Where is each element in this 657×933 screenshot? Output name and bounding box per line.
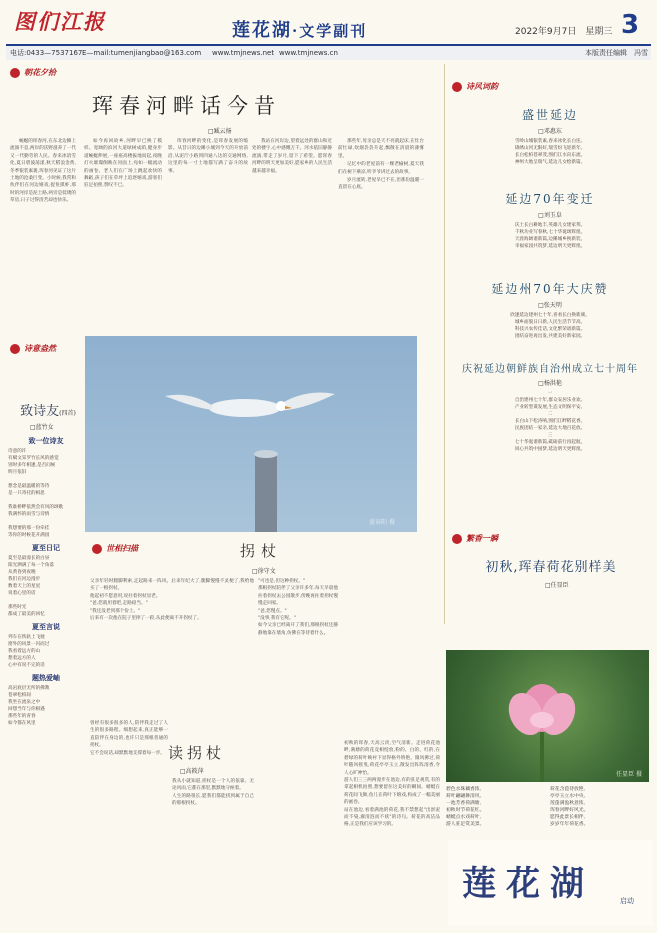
brand-name: 莲花湖 bbox=[462, 864, 594, 904]
poem-4 bbox=[450, 360, 650, 453]
crutch-story-col2: "可也是,但这种拐杖。" 那根拐杖陪伴了父亲许多年,每天早晨他拄着拐杖去公园散步,傍晚再拄着拐杖慢慢走回家。 "爸,您慢点。" "没事,我有它呢。" 如今父亲已经离开了我们,那根拐杖还静静地靠在墙角,仿佛在等待着什么。 bbox=[258, 579, 338, 636]
contact-phone: 电话:0433—7537167 bbox=[10, 49, 83, 57]
friend-poem-text1: 诗意的许 有赋文采罗竹长风的感觉 别时多年相逢,是否问候 明月依旧 想念是最温暖的等待 是一只寄托的相思 我谁桥畔依然会有风的颂歌 我满怀的雨雪与诗情 我想要的那一份牵挂 等你的时候花开满园 bbox=[8, 449, 64, 538]
bottom-poem-left: 碧色水珠藕香浓, 荷叶翩翩舞清风, 一池芳香荷满塘, 初秋时节荷花红。 蜻蜓点水戏荷叶, 游人驻足赏美景。 bbox=[446, 787, 485, 827]
main-article-col-1: 蜿蜒的珲春河,在东北边陲上流淌不息,两岸的沃野滋养了一代又一代勤劳的人民。春来冰消雪化,夏日碧波荡漾,秋天稻浪金黄,冬季银装素裹,珲春河见证了这片土地的沧桑巨变。小时候,我常和伙伴们在河边嬉戏,捉鱼摸虾,那时的河岸是泥土路,两旁是低矮的草房,日子过得清苦却也快乐。 bbox=[10, 139, 76, 204]
brand-footer bbox=[448, 840, 653, 926]
lotus-article-author: □任显臣 bbox=[545, 582, 569, 589]
bottom-poem-right: 荷花含苞待放艳, 亭亭玉立水中央, 莲蓬满盈秋意浓, 珲春河畔好风光。 愿得此景长相伴, 岁岁年年荷花香。 bbox=[550, 787, 589, 827]
newspaper-logo: 图们江报 bbox=[14, 9, 106, 34]
friend-poem-sub4: 题热爱岫 bbox=[32, 673, 60, 682]
poem-1 bbox=[450, 106, 650, 166]
friend-poem-author: □蓝竹女 bbox=[30, 424, 54, 431]
editor-credit: 本版责任编辑 冯雪 bbox=[585, 49, 648, 57]
tag-badge-icon bbox=[452, 82, 462, 92]
tag-badge-icon bbox=[452, 534, 462, 544]
friend-poem-text3: 列车在铁轨上飞驰 窗外的风景一闪而过 我看着远方的山 想着远方的人 心中有说不完的话 bbox=[8, 635, 50, 668]
seagull-illustration bbox=[85, 336, 417, 532]
section-tag-fanxiang bbox=[452, 532, 532, 546]
page-number: 3 bbox=[621, 10, 640, 40]
page-name: 莲花湖 bbox=[232, 20, 292, 41]
seagull-photo bbox=[85, 336, 417, 532]
friend-poem-heading bbox=[14, 400, 82, 419]
poem-1-author: □邓惠东 bbox=[538, 128, 562, 135]
friend-poem-title: 致诗友 bbox=[20, 404, 60, 419]
section-tag-label: 世相扫描 bbox=[106, 543, 138, 553]
friend-poem-suffix: (四首) bbox=[59, 410, 76, 417]
poem-3-body: 欣逢延边建州七十年,喜看长白换新颜。 城乡面貌日日新,人民生活节节高。 科技兴农传佳话,文化繁荣谱新篇。 团结奋进再出发,共建美好新家园。 bbox=[510, 313, 590, 339]
section-tag-label: 朝花夕拾 bbox=[24, 67, 56, 77]
poem-2-body: 沃土长白耕地丰,英雄儿女建家邦。 千秋功业写春秋,七十华诞颂辉煌。 天涯海阔谱新篇,边陲城乡换新装。 幸福家园共筑梦,延边明天更辉煌。 bbox=[514, 223, 586, 249]
poem-3-title: 延边州70年大庆赞 bbox=[491, 282, 609, 296]
photo-credit: 翟春阳 摄 bbox=[369, 519, 395, 526]
section-tag-label: 诗风词韵 bbox=[466, 81, 498, 91]
lotus-article-title: 初秋,珲春荷花别样美 bbox=[485, 560, 617, 575]
page-sub: ·文学副刊 bbox=[292, 22, 368, 40]
tag-badge-icon bbox=[10, 344, 20, 354]
poem-4-title: 庆祝延边朝鲜族自治州成立七十周年 bbox=[462, 364, 638, 375]
publication-date: 2022年9月7日 星期三 bbox=[515, 27, 613, 37]
reading-story-col1: 曾经有很多很多的人,陪伴我走过了人生的很多路程。细想起来,真正能够一直陪伴在身边的,也许只是那根普通的拐杖。 它不会说话,却默默地支撑着每一步。 bbox=[90, 721, 168, 756]
section-tag-zhaohua bbox=[10, 66, 85, 80]
crutch-story-author: □徐守文 bbox=[252, 568, 276, 575]
main-article-title: 珲春河畔话今昔 bbox=[92, 94, 281, 118]
poem-1-body: 雪岭山城银装素,春来冰化长白连。 锦绣山河无限好,瑞雪纷飞迎新年。 长白松柏苍翠茂,图们江水向东流。 神州大地呈瑞气,延边儿女绘新篇。 bbox=[514, 139, 586, 165]
friend-poem-body bbox=[8, 432, 84, 727]
lotus-article-col1: 初秋的珲春,天高云淡,空气清新。走进荷花池畔,满塘的荷花竞相绽放,粉的、白的、红的,在碧绿的荷叶映衬下显得格外娇艳。微风拂过,荷叶随风摇曳,荷花亭亭玉立,散发出阵阵清香,令人心旷神怡。 游人们三三两两漫步在池边,有的驻足观赏,有的拿起相机拍照,想要留住这美好的瞬间。蜻蜓在荷花间飞舞,鱼儿在荷叶下嬉戏,构成了一幅美丽的画卷。 站在池边,看着满池的荷花,我不禁想起"出淤泥而不染,濯清涟而不妖"的诗句。荷花的高洁品格,正是我们应该学习的。 bbox=[344, 741, 440, 828]
friend-poem-sub3: 夏至言说 bbox=[32, 622, 60, 631]
section-tag-shiyi bbox=[10, 342, 85, 356]
brand-suffix: 启动 bbox=[620, 897, 634, 905]
section-tag-shixiang bbox=[92, 542, 172, 556]
section-tag-shifeng bbox=[452, 80, 532, 94]
main-article-col-5: 那些年,母亲总是天不亮就起床,在灶台前忙碌,炊烟袅袅升起,飘散在清晨的薄雾里。 记忆中的老屋前有一棵老榆树,夏天我们在树下乘凉,听爷爷讲过去的故事。 岁月流转,老屋早已不在,但那份温暖一直留在心底。 bbox=[338, 139, 424, 191]
main-article-author: □臧云扬 bbox=[208, 128, 232, 135]
lotus-illustration bbox=[446, 650, 649, 782]
friend-poem-text2: 夏至是最漫长的白昼 阳光洒满了每一个角落 从黄昏到夜晚 我们在河边漫步 数着天上的星星 说着心里的话 那些时光 都成了最美的回忆 bbox=[8, 556, 54, 617]
lotus-photo-credit: 任显臣 摄 bbox=[616, 771, 642, 778]
poem-4-author: □杨洪艳 bbox=[538, 380, 562, 387]
poem-2-title: 延边70年变迁 bbox=[505, 192, 595, 206]
friend-poem-text4: 高岩底层无所的佛教 苍翠松柏间 我坐在流泉之中 回想当年与你相遇 那些年的青春 如今都在风里 bbox=[8, 686, 50, 726]
lotus-photo bbox=[446, 650, 649, 782]
tag-badge-icon bbox=[92, 544, 102, 554]
poem-4-body: 一 自治建州七十年,群众安居乐业欢。 产业转型谋发展,生态文明保平安。 二 长白山下松涛响,图们江畔稻花香。 民族团结一家亲,延边大地百花放。 三 七十华诞谱新篇,砥砺前行再起航。 同心共筑中国梦,延边明天更辉煌。 bbox=[514, 391, 586, 452]
crutch-story-title: 拐杖 bbox=[240, 542, 283, 560]
contact-bar bbox=[6, 44, 651, 60]
friend-poem-sub2: 夏至日记 bbox=[32, 543, 60, 552]
friend-poem-sub1: 致一位诗友 bbox=[28, 436, 64, 445]
website-2[interactable]: www.tmjnews.cn bbox=[279, 49, 338, 57]
crutch-story-col1: 父亲年轻时腿脚利索,走起路来一阵风。后来年纪大了,腿脚慢慢不灵便了,我给他买了一根拐杖。 他起初不愿意用,说拄着拐杖显老。 "爸,您就用着吧,走路稳当。" "我还没老到那个份上。" 后来有一次他在院子里摔了一跤,从此便离不开拐杖了。 bbox=[90, 579, 254, 622]
poem-3-author: □张天明 bbox=[538, 302, 562, 309]
poem-1-title: 盛世延边 bbox=[521, 108, 578, 122]
tag-badge-icon bbox=[10, 68, 20, 78]
main-article-col-2: 如今再回故乡,河畔早已换了模样。宽阔的滨河大道绿树成荫,健身步道蜿蜒伸展,一座座高楼拔地而起,夜晚灯火璀璨倒映在河面上,宛如一幅流动的画卷。老人们在广场上跳起欢快的舞蹈,孩子们在草坪上追逐嬉戏,游客们驻足拍照,赞叹不已。 bbox=[84, 139, 162, 189]
main-article-col-3: 珲春河畔的变化,是珲春发展的缩影。从昔日的边陲小城到今天的开放前沿,从泥泞小路到四通八达的交通网络,这里的每一寸土地都写满了奋斗的故事。 bbox=[168, 139, 248, 174]
section-tag-label: 诗意盎然 bbox=[24, 343, 56, 353]
reading-story-author: □高筱萍 bbox=[180, 768, 204, 775]
website-1[interactable]: www.tmjnews.net bbox=[212, 49, 275, 57]
poem-2-author: □刘玉阜 bbox=[538, 212, 562, 219]
section-tag-label: 繁香一瞬 bbox=[466, 533, 498, 543]
page-banner bbox=[232, 16, 367, 42]
reading-story-title: 读拐杖 bbox=[168, 744, 226, 762]
reading-story-col2: 我从小就知道,拐杖是一个人的依靠。无论风雨,它都在那里,默默地守候着。 人生的路很长,愿我们都能找到属于自己的那根拐杖。 bbox=[172, 779, 254, 807]
poem-2 bbox=[450, 190, 650, 250]
poem-3 bbox=[450, 280, 650, 340]
contact-email: E—mail:tumenjiangbao@163.com bbox=[82, 49, 202, 57]
main-article-col-4: 我站在河岸边,望着远处的群山和近处的楼宇,心中感慨万千。河水依旧静静流淌,带走了岁月,留下了希望。愿珲春河畔的明天更加美好,愿家乡的人民生活越来越幸福。 bbox=[252, 139, 332, 174]
